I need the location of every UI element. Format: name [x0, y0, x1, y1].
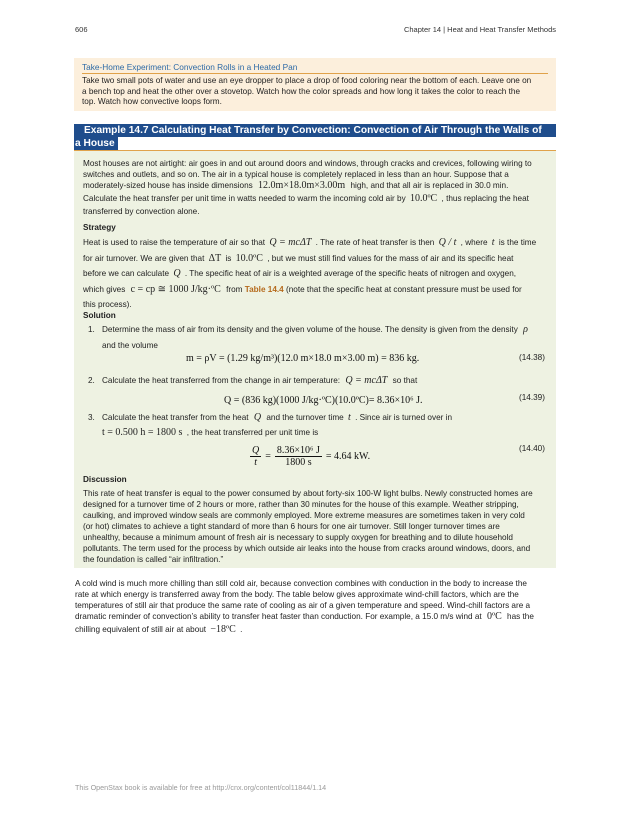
strategy-heading: Strategy — [83, 223, 116, 232]
strategy-line: which gives c = cp ≅ 1000 J/kg·ºC from Table 14.4 (note that the specific heat at constant pressure must be used for — [83, 283, 522, 295]
step-number: 2. — [88, 376, 95, 385]
step-1-text: Determine the mass of air from its density and the given volume of the house. The density is given from the density ρ and the volume — [102, 324, 528, 350]
solution-heading: Solution — [83, 311, 116, 320]
running-head: Chapter 14 | Heat and Heat Transfer Methods — [403, 25, 556, 34]
discussion-heading: Discussion — [83, 475, 127, 484]
take-home-line: a bench top and heat the other over a stovetop. Watch how the color spreads and how long it takes the color to reach the — [82, 86, 520, 96]
intro-line: Most houses are not airtight: air goes in and out around doors and windows, through cracks and crevices, following wiring to — [83, 159, 532, 168]
equation-14-39: Q = (836 kg)(1000 J/kg·ºC)(10.0ºC)= 8.36×10⁶ J. — [224, 395, 423, 406]
take-home-line: Take two small pots of water and use an eye dropper to place a drop of food coloring near the bottom of each. Leave one on — [82, 76, 532, 85]
take-home-line: top. Watch how convective loops form. — [82, 97, 222, 107]
step-2-text: Calculate the heat transferred from the change in air temperature: Q = mcΔT so that — [102, 375, 418, 386]
strategy-line: this process). — [83, 300, 132, 309]
step-number: 3. — [88, 413, 95, 422]
strategy-line: Heat is used to raise the temperature of air so that Q = mcΔT . The rate of heat transfer is then Q / t , where t is the time — [83, 237, 537, 248]
discussion-paragraph: This rate of heat transfer is equal to the power consumed by about forty-six 100-W light bulbs. Newly constructed homes are designed for a turnover time of 2 hours or more, rather than 30 minutes for the house of this example. Weather stripping, caulking, and improved window seals are commonly employed. More extreme measures are sometimes taken in very cold (or hot) climates to achieve a tight standard of more than 6 hours for one air turnover. Still longer turnover times are unhealthy, because a minimum amount of fresh air is necessary to supply oxygen for breathing and to dilute household pollutants. The term used for the process by which outside air leaks into the house from cracks around windows, doors, and the foundation is called “air infiltration.” — [83, 489, 533, 564]
take-home-body — [82, 76, 550, 108]
intro-line: switches and outlets, and so on. The air in a typical house is completely replaced in less than an hour. Suppose that a — [83, 170, 509, 179]
intro-line: moderately-sized house has inside dimensions 12.0m×18.0m×3.00m high, and that all air is replaced in 30.0 min. — [83, 180, 509, 191]
strategy-line: before we can calculate Q . The specific heat of air is a weighted average of the specific heats of nitrogen and oxygen, — [83, 268, 517, 279]
table-link[interactable]: Table 14.4 — [244, 284, 284, 294]
example-title-line1: Example 14.7 Calculating Heat Transfer by Convection: Convection of Air Through the Walls of — [84, 125, 542, 136]
wind-chill-paragraph: A cold wind is much more chilling than still cold air, because convection combines with conduction in the body to increase the rate at which energy is transferred away from the body. The table below gives approximate wind-chill factors, which are the temperatures of still air that produce the same rate of cooling as air of a given temperature and speed. Wind-chill factors are a dramatic reminder of convection’s ability to transfer heat faster than conduction. For example, a 15.0 m/s wind at 0ºC has the chilling equivalent of still air at about −18ºC . — [75, 579, 534, 635]
take-home-title: Take-Home Experiment: Convection Rolls in a Heated Pan — [82, 62, 548, 74]
step-3-text: Calculate the heat transfer from the heat Q and the turnover time t . Since air is turned over in t = 0.500 h = 1800 s , the heat transferred per unit time is — [102, 412, 453, 438]
equation-number: (14.38) — [519, 353, 545, 362]
equation-14-40: $\frac{Q}{t}$ = $\frac{\text{8.36×10⁶ J}}{1800 s}$ = 4.64 kW. — [252, 445, 371, 468]
strategy-line: for air turnover. We are given that ΔT is 10.0ºC , but we must still find values for the mass of air and its specific heat — [83, 252, 514, 264]
example-title — [74, 124, 556, 137]
take-home-experiment-box — [74, 58, 556, 111]
footer-note: This OpenStax book is available for free at http://cnx.org/content/col11844/1.14 — [75, 783, 327, 792]
example-title-line2: a House — [74, 137, 118, 150]
dimensions-math: 12.0m×18.0m×3.00m — [258, 180, 346, 191]
intro-line: Calculate the heat transfer per unit time in watts needed to warm the incoming cold air by 10.0ºC , thus replacing the heat — [83, 193, 529, 204]
page-number: 606 — [75, 25, 88, 34]
strategy-paragraph — [83, 235, 553, 313]
equation-number: (14.40) — [519, 444, 545, 453]
example-body — [74, 151, 556, 568]
intro-paragraph — [83, 158, 553, 217]
equation-number: (14.39) — [519, 393, 545, 402]
temperature-math: 10.0ºC — [409, 193, 438, 204]
equation-14-38: m = ρV = (1.29 kg/m³)(12.0 m×18.0 m×3.00 m) = 836 kg. — [186, 353, 420, 364]
step-number: 1. — [88, 325, 95, 334]
intro-line: transferred by convection alone. — [83, 207, 200, 216]
